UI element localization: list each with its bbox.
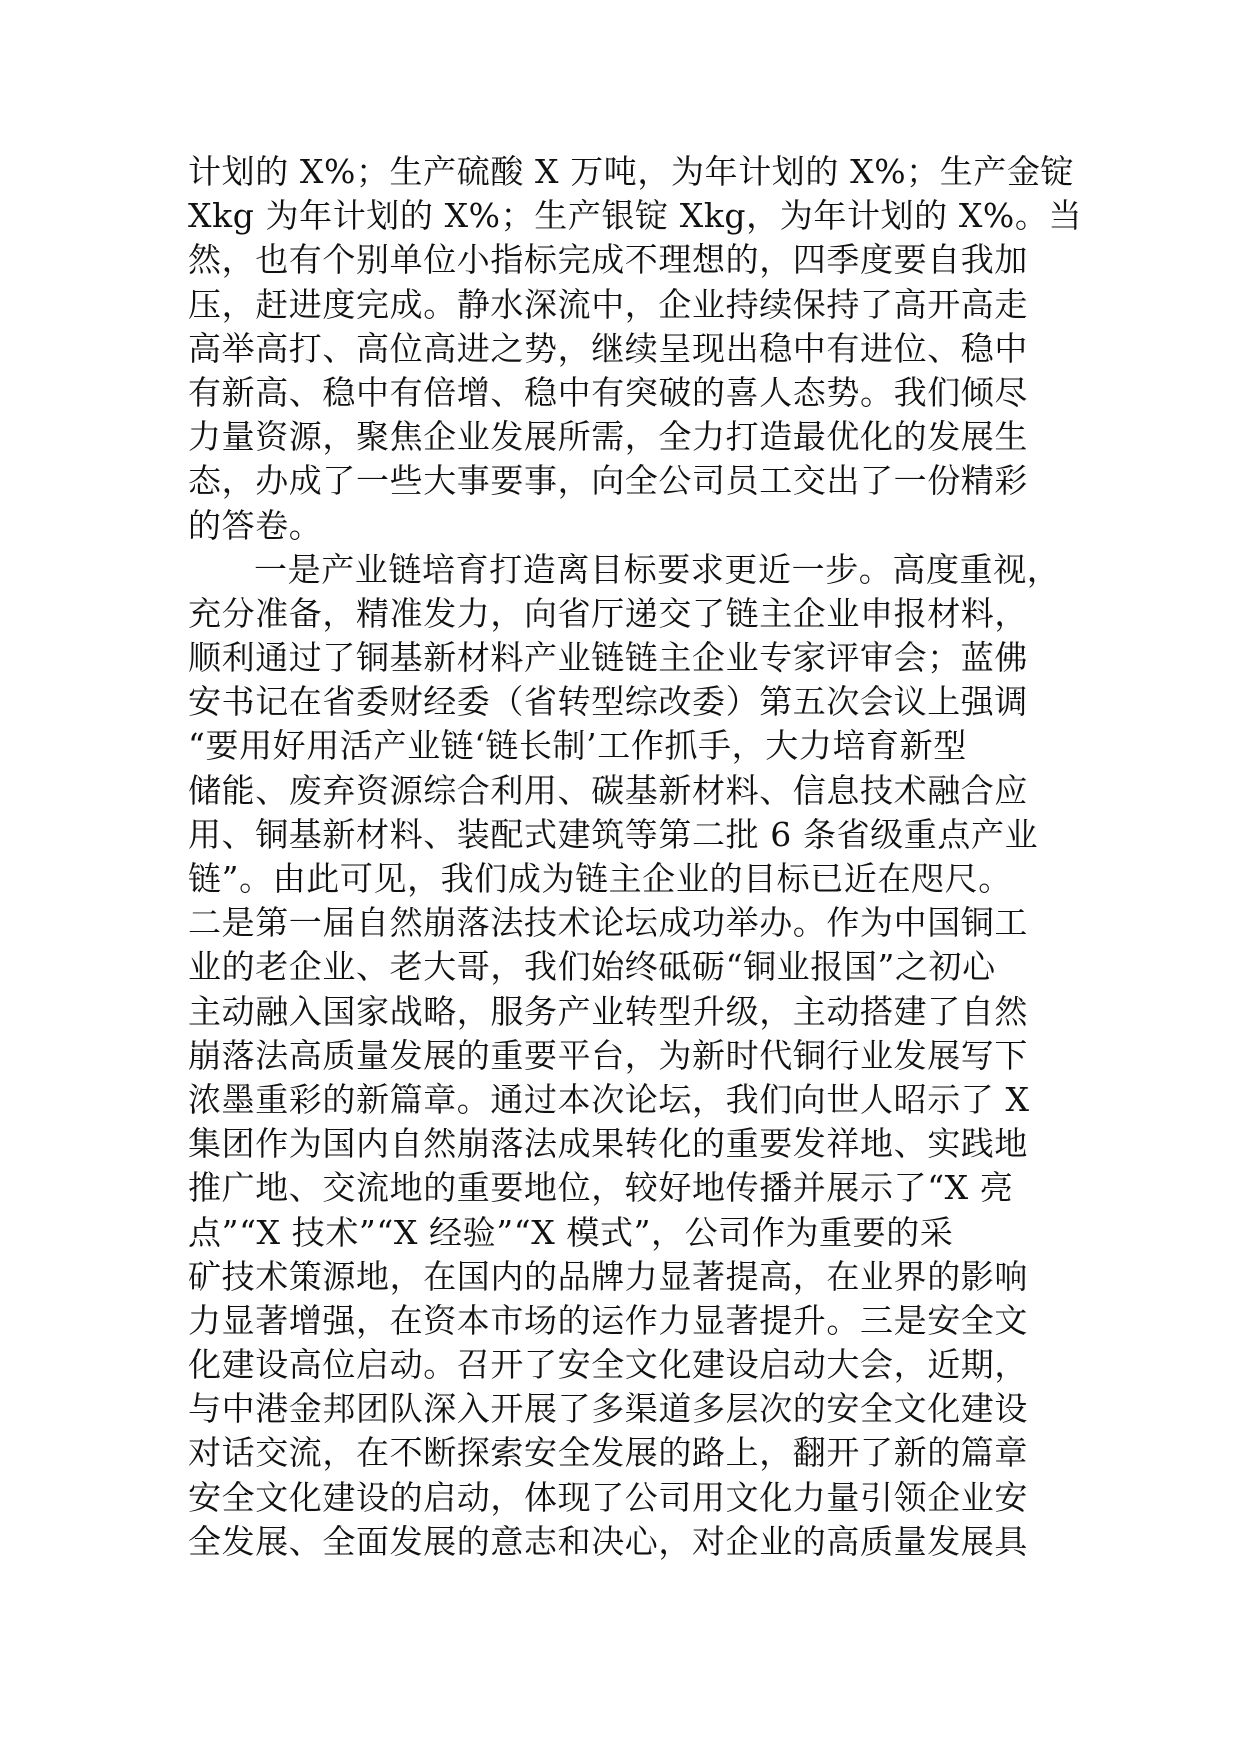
text-line: 矿技术策源地，在国内的品牌力显著提高，在业界的影响 [188, 1256, 1028, 1296]
text-line: 安全文化建设的启动，体现了公司用文化力量引领企业安 [188, 1477, 1028, 1517]
text-line: 用、铜基新材料、装配式建筑等第二批 6 条省级重点产业 [188, 814, 1039, 854]
text-line: 对话交流，在不断探索安全发展的路上，翻开了新的篇章 [188, 1433, 1028, 1473]
text-line: 安书记在省委财经委（省转型综改委）第五次会议上强调 [188, 682, 1028, 722]
text-line: 计划的 X%；生产硫酸 X 万吨，为年计划的 X%；生产金锭 [188, 152, 1075, 191]
text-line: 推广地、交流地的重要地位，较好地传播并展示了“X 亮 [188, 1168, 1014, 1208]
text-line: Xkg 为年计划的 X%；生产银锭 Xkg，为年计划的 X%。当 [188, 196, 1083, 236]
text-line: 浓墨重彩的新篇章。通过本次论坛，我们向世人昭示了 X [188, 1079, 1030, 1119]
text-line: 有新高、稳中有倍增、稳中有突破的喜人态势。我们倾尽 [188, 372, 1028, 412]
text-line: 主动融入国家战略，服务产业转型升级，主动搭建了自然 [188, 991, 1028, 1031]
text-line: 态，办成了一些大事要事，向全公司员工交出了一份精彩 [188, 461, 1028, 501]
text-line: 充分准备，精准发力，向省厅递交了链主企业申报材料， [188, 593, 1028, 633]
text-line: 与中港金邦团队深入开展了多渠道多层次的安全文化建设 [188, 1389, 1028, 1429]
text-line: 顺利通过了铜基新材料产业链链主企业专家评审会；蓝佛 [188, 638, 1028, 678]
text-line: 业的老企业、老大哥，我们始终砥砺“铜业报国”之初心 [188, 947, 996, 987]
text-line: 力显著增强，在资本市场的运作力显著提升。三是安全文 [188, 1300, 1028, 1340]
text-line: 压，赶进度完成。静水深流中，企业持续保持了高开高走 [188, 284, 1028, 324]
text-line: 高举高打、高位高进之势，继续呈现出稳中有进位、稳中 [188, 328, 1028, 368]
text-line: 的答卷。 [188, 505, 323, 545]
text-line: 崩落法高质量发展的重要平台，为新时代铜行业发展写下 [188, 1035, 1028, 1075]
text-line: 点”“X 技术”“X 经验”“X 模式”，公司作为重要的采 [188, 1212, 954, 1252]
body-text [188, 150, 1083, 1564]
text-line: 集团作为国内自然崩落法成果转化的重要发祥地、实践地 [188, 1124, 1028, 1164]
text-line: 力量资源，聚焦企业发展所需，全力打造最优化的发展生 [188, 417, 1028, 457]
text-line: “要用好用活产业链‘链长制’工作抓手，大力培育新型 [188, 726, 967, 766]
text-line: 全发展、全面发展的意志和决心，对企业的高质量发展具 [188, 1521, 1028, 1561]
paragraph-start-line: 一是产业链培育打造离目标要求更近一步。高度重视， [254, 549, 1061, 589]
text-line: 然，也有个别单位小指标完成不理想的，四季度要自我加 [188, 240, 1028, 280]
text-line: 链”。由此可见，我们成为链主企业的目标已近在咫尺。 [188, 859, 1012, 898]
text-line: 二是第一届自然崩落法技术论坛成功举办。作为中国铜工 [188, 903, 1028, 943]
text-line: 储能、废弃资源综合利用、碳基新材料、信息技术融合应 [188, 770, 1028, 810]
text-line: 化建设高位启动。召开了安全文化建设启动大会，近期， [188, 1345, 1028, 1385]
